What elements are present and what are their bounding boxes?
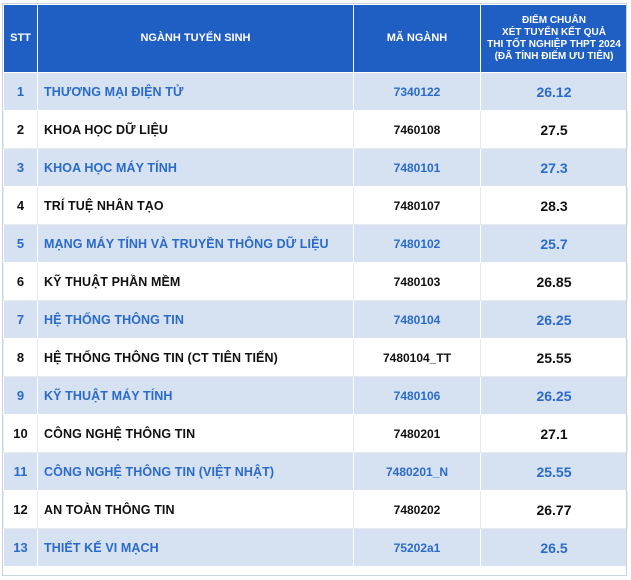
header-major: NGÀNH TUYỂN SINH	[38, 5, 354, 73]
row-code: 7480104_TT	[354, 339, 481, 377]
table-row	[4, 415, 628, 453]
row-major: HỆ THỐNG THÔNG TIN	[38, 301, 354, 339]
row-score: 25.55	[481, 339, 628, 377]
row-major: KHOA HỌC DỮ LIỆU	[38, 111, 354, 149]
row-code: 75202a1	[354, 529, 481, 567]
row-code: 7480107	[354, 187, 481, 225]
row-stt: 12	[4, 491, 38, 529]
row-major: KỸ THUẬT MÁY TÍNH	[38, 377, 354, 415]
row-score: 26.5	[481, 529, 628, 567]
row-stt: 11	[4, 453, 38, 491]
row-code: 7480201_N	[354, 453, 481, 491]
row-major: CÔNG NGHỆ THÔNG TIN (VIỆT NHẬT)	[38, 453, 354, 491]
row-score: 28.3	[481, 187, 628, 225]
row-score: 26.77	[481, 491, 628, 529]
table-row	[4, 377, 628, 415]
row-score: 27.5	[481, 111, 628, 149]
table-row	[4, 149, 628, 187]
row-major: KỸ THUẬT PHẦN MỀM	[38, 263, 354, 301]
table-row	[4, 225, 628, 263]
row-major: MẠNG MÁY TÍNH VÀ TRUYỀN THÔNG DỮ LIỆU	[38, 225, 354, 263]
row-stt: 9	[4, 377, 38, 415]
row-stt: 5	[4, 225, 38, 263]
header-score-line: (ĐÃ TÍNH ĐIỂM ƯU TIÊN)	[494, 50, 614, 62]
row-score: 27.3	[481, 149, 628, 187]
row-code: 7480201	[354, 415, 481, 453]
row-score: 25.55	[481, 453, 628, 491]
row-score: 26.12	[481, 73, 628, 111]
row-major: TRÍ TUỆ NHÂN TẠO	[38, 187, 354, 225]
row-code: 7480103	[354, 263, 481, 301]
row-stt: 13	[4, 529, 38, 567]
row-stt: 6	[4, 263, 38, 301]
row-code: 7480102	[354, 225, 481, 263]
row-major: AN TOÀN THÔNG TIN	[38, 491, 354, 529]
table-row	[4, 453, 628, 491]
row-major: THIẾT KẾ VI MẠCH	[38, 529, 354, 567]
row-score: 26.25	[481, 301, 628, 339]
table-header-row	[4, 5, 628, 73]
row-score: 26.25	[481, 377, 628, 415]
header-score	[481, 5, 628, 73]
table-row	[4, 339, 628, 377]
row-code: 7480101	[354, 149, 481, 187]
row-code: 7460108	[354, 111, 481, 149]
row-code: 7480104	[354, 301, 481, 339]
row-stt: 1	[4, 73, 38, 111]
table-row	[4, 73, 628, 111]
row-code: 7340122	[354, 73, 481, 111]
row-score: 27.1	[481, 415, 628, 453]
table-body	[4, 73, 628, 567]
header-code: MÃ NGÀNH	[354, 5, 481, 73]
table-row	[4, 301, 628, 339]
row-score: 25.7	[481, 225, 628, 263]
row-major: HỆ THỐNG THÔNG TIN (CT TIÊN TIẾN)	[38, 339, 354, 377]
row-stt: 3	[4, 149, 38, 187]
table-row	[4, 263, 628, 301]
row-stt: 4	[4, 187, 38, 225]
table-row	[4, 187, 628, 225]
row-stt: 2	[4, 111, 38, 149]
row-stt: 10	[4, 415, 38, 453]
row-code: 7480202	[354, 491, 481, 529]
table-row	[4, 111, 628, 149]
row-major: KHOA HỌC MÁY TÍNH	[38, 149, 354, 187]
header-stt: STT	[4, 5, 38, 73]
header-score-line: THI TỐT NGHIỆP THPT 2024	[487, 38, 621, 50]
row-stt: 7	[4, 301, 38, 339]
row-score: 26.85	[481, 263, 628, 301]
admission-score-table	[3, 4, 628, 567]
row-major: THƯƠNG MẠI ĐIỆN TỬ	[38, 73, 354, 111]
table-row	[4, 491, 628, 529]
header-score-line: XÉT TUYỂN KẾT QUẢ	[502, 26, 606, 38]
header-score-line: ĐIỂM CHUẨN	[522, 14, 586, 26]
table-row	[4, 529, 628, 567]
row-major: CÔNG NGHỆ THÔNG TIN	[38, 415, 354, 453]
row-code: 7480106	[354, 377, 481, 415]
row-stt: 8	[4, 339, 38, 377]
